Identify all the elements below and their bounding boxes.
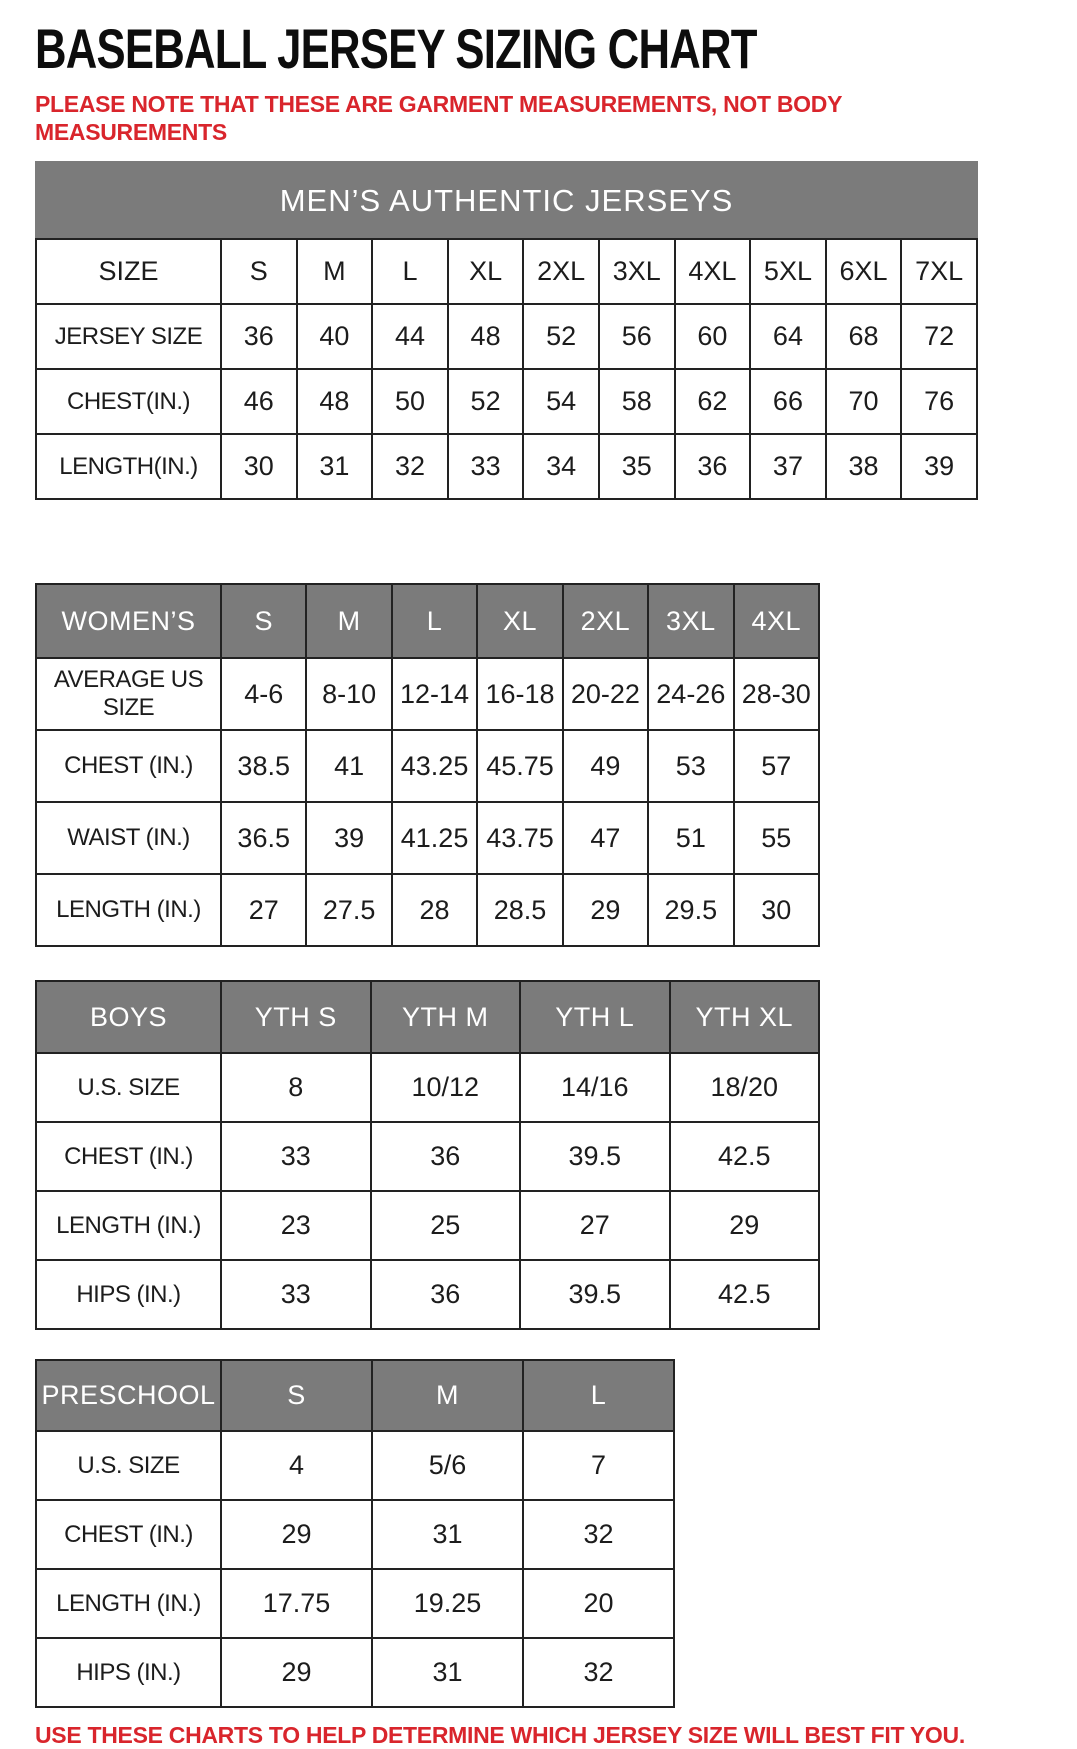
cell-value: 57 bbox=[734, 730, 819, 802]
cell-value: 14/16 bbox=[520, 1053, 670, 1122]
cell-value: 8 bbox=[221, 1053, 371, 1122]
cell-value: 36.5 bbox=[221, 802, 306, 874]
cell-value: 31 bbox=[297, 434, 373, 499]
cell-value: 54 bbox=[523, 369, 599, 434]
column-header: 2XL bbox=[563, 584, 648, 658]
cell-value: 20-22 bbox=[563, 658, 648, 730]
column-header: 5XL bbox=[750, 239, 826, 304]
cell-value: 49 bbox=[563, 730, 648, 802]
cell-value: 36 bbox=[675, 434, 751, 499]
cell-value: 52 bbox=[523, 304, 599, 369]
row-label: WAIST (IN.) bbox=[36, 802, 221, 874]
row-label: LENGTH(IN.) bbox=[36, 434, 221, 499]
column-header: 4XL bbox=[675, 239, 751, 304]
cell-value: 44 bbox=[372, 304, 448, 369]
cell-value: 29.5 bbox=[648, 874, 733, 946]
cell-value: 29 bbox=[563, 874, 648, 946]
cell-value: 43.25 bbox=[392, 730, 477, 802]
mens-sizing-table bbox=[35, 161, 978, 500]
row-label: U.S. SIZE bbox=[36, 1053, 221, 1122]
table-row bbox=[36, 1191, 819, 1260]
table-row bbox=[36, 434, 977, 499]
row-label: LENGTH (IN.) bbox=[36, 874, 221, 946]
column-header: L bbox=[523, 1360, 674, 1431]
table-corner-label: BOYS bbox=[36, 981, 221, 1053]
row-label: HIPS (IN.) bbox=[36, 1260, 221, 1329]
table-row bbox=[36, 658, 819, 730]
cell-value: 76 bbox=[901, 369, 977, 434]
cell-value: 36 bbox=[371, 1122, 521, 1191]
cell-value: 53 bbox=[648, 730, 733, 802]
column-header: YTH L bbox=[520, 981, 670, 1053]
cell-value: 42.5 bbox=[670, 1122, 820, 1191]
cell-value: 28.5 bbox=[477, 874, 562, 946]
column-header: 3XL bbox=[648, 584, 733, 658]
table-row bbox=[36, 1431, 674, 1500]
table-corner-label: PRESCHOOL bbox=[36, 1360, 221, 1431]
column-header: YTH S bbox=[221, 981, 371, 1053]
cell-value: 45.75 bbox=[477, 730, 562, 802]
table-row bbox=[36, 1122, 819, 1191]
cell-value: 29 bbox=[670, 1191, 820, 1260]
cell-value: 4-6 bbox=[221, 658, 306, 730]
cell-value: 27.5 bbox=[306, 874, 391, 946]
row-label: JERSEY SIZE bbox=[36, 304, 221, 369]
table-row bbox=[36, 874, 819, 946]
cell-value: 5/6 bbox=[372, 1431, 523, 1500]
fit-advice-note: USE THESE CHARTS TO HELP DETERMINE WHICH JERSEY SIZE WILL BEST FIT YOU. bbox=[35, 1722, 965, 1749]
cell-value: 33 bbox=[221, 1122, 371, 1191]
cell-value: 4 bbox=[221, 1431, 372, 1500]
table-row bbox=[36, 1500, 674, 1569]
cell-value: 34 bbox=[523, 434, 599, 499]
cell-value: 38.5 bbox=[221, 730, 306, 802]
mens-banner-row bbox=[36, 162, 977, 239]
cell-value: 58 bbox=[599, 369, 675, 434]
table-row bbox=[36, 304, 977, 369]
preschool-header-row bbox=[36, 1360, 674, 1431]
cell-value: 40 bbox=[297, 304, 373, 369]
cell-value: 42.5 bbox=[670, 1260, 820, 1329]
cell-value: 18/20 bbox=[670, 1053, 820, 1122]
cell-value: 56 bbox=[599, 304, 675, 369]
row-label: LENGTH (IN.) bbox=[36, 1569, 221, 1638]
mens-table-banner: MEN’S AUTHENTIC JERSEYS bbox=[36, 162, 977, 239]
cell-value: 41.25 bbox=[392, 802, 477, 874]
cell-value: 12-14 bbox=[392, 658, 477, 730]
cell-value: 55 bbox=[734, 802, 819, 874]
cell-value: 60 bbox=[675, 304, 751, 369]
table-row bbox=[36, 1638, 674, 1707]
column-header: M bbox=[306, 584, 391, 658]
cell-value: 39 bbox=[306, 802, 391, 874]
column-header: YTH XL bbox=[670, 981, 820, 1053]
table-row bbox=[36, 1260, 819, 1329]
row-label: CHEST (IN.) bbox=[36, 1122, 221, 1191]
cell-value: 28-30 bbox=[734, 658, 819, 730]
cell-value: 33 bbox=[221, 1260, 371, 1329]
table-row bbox=[36, 369, 977, 434]
cell-value: 28 bbox=[392, 874, 477, 946]
column-header: L bbox=[392, 584, 477, 658]
row-label: CHEST(IN.) bbox=[36, 369, 221, 434]
cell-value: 16-18 bbox=[477, 658, 562, 730]
cell-value: 66 bbox=[750, 369, 826, 434]
womens-header-row bbox=[36, 584, 819, 658]
cell-value: 47 bbox=[563, 802, 648, 874]
cell-value: 62 bbox=[675, 369, 751, 434]
cell-value: 31 bbox=[372, 1638, 523, 1707]
column-header: S bbox=[221, 584, 306, 658]
cell-value: 30 bbox=[221, 434, 297, 499]
row-label: CHEST (IN.) bbox=[36, 1500, 221, 1569]
column-header: 2XL bbox=[523, 239, 599, 304]
womens-sizing-table bbox=[35, 583, 820, 947]
row-label: AVERAGE US SIZE bbox=[36, 658, 221, 730]
boys-header-row bbox=[36, 981, 819, 1053]
cell-value: 70 bbox=[826, 369, 902, 434]
cell-value: 24-26 bbox=[648, 658, 733, 730]
table-corner-label: WOMEN’S bbox=[36, 584, 221, 658]
cell-value: 39.5 bbox=[520, 1122, 670, 1191]
row-label: HIPS (IN.) bbox=[36, 1638, 221, 1707]
column-header: S bbox=[221, 239, 297, 304]
cell-value: 10/12 bbox=[371, 1053, 521, 1122]
cell-value: 51 bbox=[648, 802, 733, 874]
cell-value: 46 bbox=[221, 369, 297, 434]
column-header: M bbox=[297, 239, 373, 304]
row-label: U.S. SIZE bbox=[36, 1431, 221, 1500]
cell-value: 30 bbox=[734, 874, 819, 946]
cell-value: 25 bbox=[371, 1191, 521, 1260]
mens-header-row bbox=[36, 239, 977, 304]
cell-value: 68 bbox=[826, 304, 902, 369]
cell-value: 39 bbox=[901, 434, 977, 499]
column-header: XL bbox=[448, 239, 524, 304]
cell-value: 35 bbox=[599, 434, 675, 499]
cell-value: 48 bbox=[297, 369, 373, 434]
page-title: BASEBALL JERSEY SIZING CHART bbox=[35, 17, 757, 80]
row-label: LENGTH (IN.) bbox=[36, 1191, 221, 1260]
cell-value: 37 bbox=[750, 434, 826, 499]
cell-value: 48 bbox=[448, 304, 524, 369]
cell-value: 19.25 bbox=[372, 1569, 523, 1638]
table-row bbox=[36, 730, 819, 802]
column-header: XL bbox=[477, 584, 562, 658]
cell-value: 17.75 bbox=[221, 1569, 372, 1638]
cell-value: 50 bbox=[372, 369, 448, 434]
cell-value: 32 bbox=[372, 434, 448, 499]
cell-value: 7 bbox=[523, 1431, 674, 1500]
row-label: CHEST (IN.) bbox=[36, 730, 221, 802]
column-header: L bbox=[372, 239, 448, 304]
table-corner-label: SIZE bbox=[36, 239, 221, 304]
cell-value: 43.75 bbox=[477, 802, 562, 874]
garment-measurement-note: PLEASE NOTE THAT THESE ARE GARMENT MEASUREMENTS, NOT BODY MEASUREMENTS bbox=[35, 90, 842, 146]
cell-value: 41 bbox=[306, 730, 391, 802]
cell-value: 27 bbox=[520, 1191, 670, 1260]
column-header: YTH M bbox=[371, 981, 521, 1053]
cell-value: 64 bbox=[750, 304, 826, 369]
cell-value: 36 bbox=[221, 304, 297, 369]
column-header: 4XL bbox=[734, 584, 819, 658]
cell-value: 72 bbox=[901, 304, 977, 369]
cell-value: 32 bbox=[523, 1638, 674, 1707]
table-row bbox=[36, 1053, 819, 1122]
boys-sizing-table bbox=[35, 980, 820, 1330]
cell-value: 31 bbox=[372, 1500, 523, 1569]
cell-value: 36 bbox=[371, 1260, 521, 1329]
column-header: 6XL bbox=[826, 239, 902, 304]
column-header: 7XL bbox=[901, 239, 977, 304]
cell-value: 32 bbox=[523, 1500, 674, 1569]
cell-value: 52 bbox=[448, 369, 524, 434]
cell-value: 27 bbox=[221, 874, 306, 946]
cell-value: 38 bbox=[826, 434, 902, 499]
column-header: 3XL bbox=[599, 239, 675, 304]
table-row bbox=[36, 802, 819, 874]
preschool-sizing-table bbox=[35, 1359, 675, 1708]
table-row bbox=[36, 1569, 674, 1638]
column-header: M bbox=[372, 1360, 523, 1431]
cell-value: 33 bbox=[448, 434, 524, 499]
cell-value: 20 bbox=[523, 1569, 674, 1638]
cell-value: 23 bbox=[221, 1191, 371, 1260]
cell-value: 29 bbox=[221, 1638, 372, 1707]
column-header: S bbox=[221, 1360, 372, 1431]
cell-value: 29 bbox=[221, 1500, 372, 1569]
cell-value: 39.5 bbox=[520, 1260, 670, 1329]
cell-value: 8-10 bbox=[306, 658, 391, 730]
